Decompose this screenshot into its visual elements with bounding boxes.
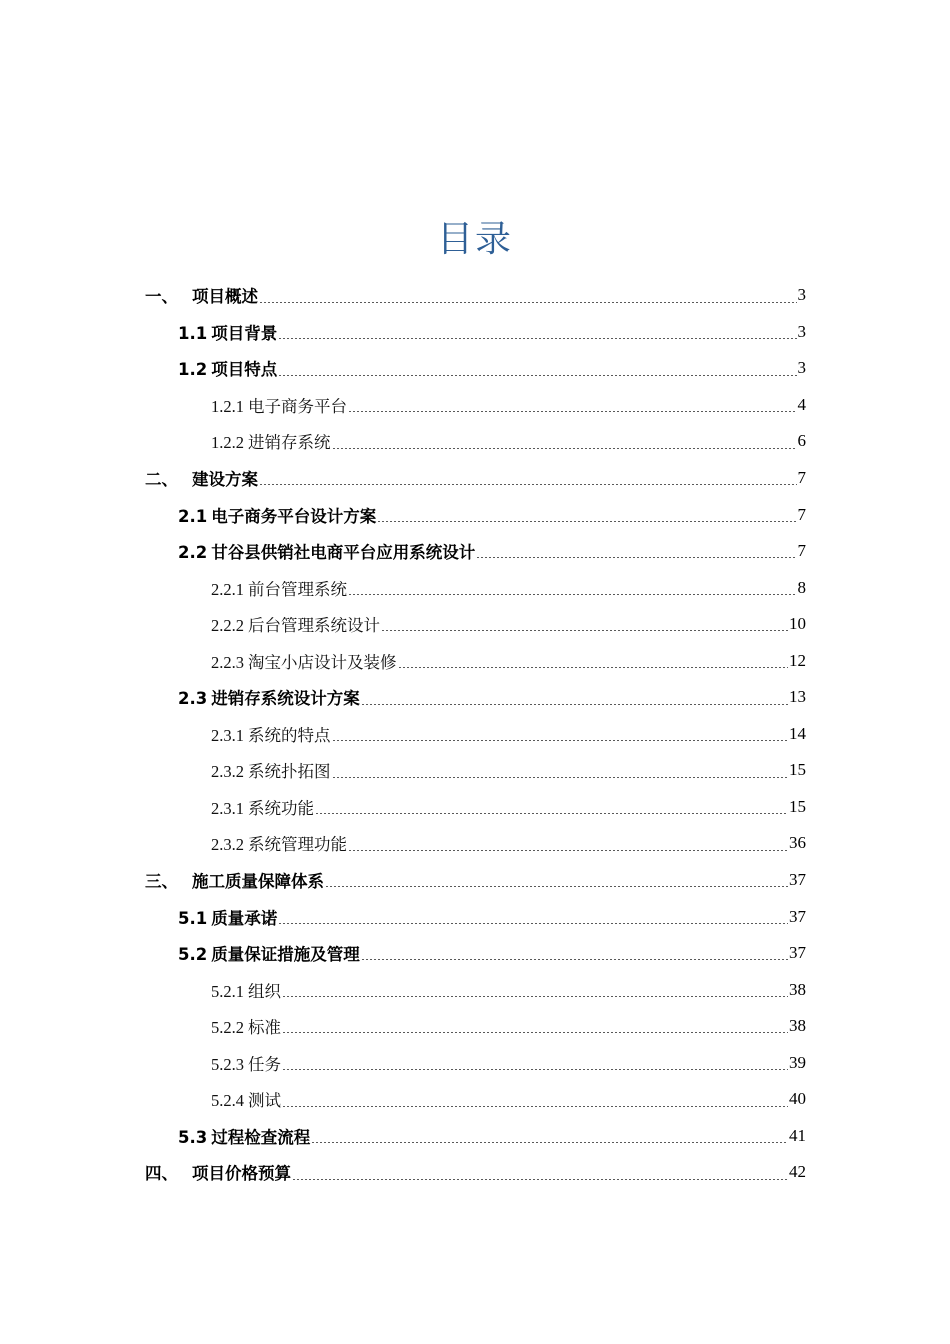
toc-entry-title: 后台管理系统设计 (248, 616, 380, 636)
dot-leader (361, 959, 788, 960)
toc-entry-label (145, 868, 324, 892)
toc-entry-title: 项目价格预算 (192, 1164, 291, 1184)
toc-entry[interactable] (0, 1154, 950, 1191)
toc-entry-title: 甘谷县供销社电商平台应用系统设计 (211, 543, 476, 563)
toc-entry-title: 组织 (248, 981, 281, 1001)
toc-entry-label (178, 905, 277, 929)
dot-leader (332, 777, 789, 778)
toc-entry-page-number: 38 (789, 979, 806, 999)
toc-entry-title: 标准 (248, 1018, 281, 1038)
dot-leader (398, 667, 789, 668)
toc-entry-label (211, 1014, 281, 1038)
toc-entry-page-number: 36 (789, 833, 806, 853)
toc-entry-number: 1.2.1 (211, 396, 244, 416)
toc-entry-label (178, 1124, 310, 1148)
dot-leader (381, 630, 788, 631)
toc-entry-number: 2.2.2 (211, 616, 244, 636)
toc-entry[interactable] (0, 825, 950, 862)
toc-entry-label (211, 758, 331, 782)
dot-leader (476, 557, 796, 558)
toc-entry-label (145, 283, 258, 307)
toc-entry-number: 2.3 (178, 689, 208, 709)
toc-entry-number: 5.1 (178, 908, 208, 928)
toc-entry-title: 淘宝小店设计及装修 (248, 652, 397, 672)
toc-entry-page-number: 37 (789, 906, 806, 926)
dot-leader (361, 704, 788, 705)
toc-entry-label (145, 1160, 291, 1184)
toc-entry[interactable] (0, 314, 950, 351)
toc-entry-label (211, 393, 347, 417)
toc-entry-label (211, 978, 281, 1002)
toc-entry[interactable] (0, 862, 950, 899)
toc-entry-title: 前台管理系统 (248, 579, 347, 599)
toc-entry-number: 2.3.1 (211, 725, 244, 745)
toc-entry-label (178, 320, 277, 344)
dot-leader (315, 813, 788, 814)
toc-entry[interactable] (0, 569, 950, 606)
toc-entry[interactable] (0, 716, 950, 753)
toc-entry-number: 5.2 (178, 945, 208, 965)
toc-entry-number: 2.3.1 (211, 798, 244, 818)
toc-entry-label (211, 1087, 281, 1111)
dot-leader (377, 521, 796, 522)
toc-entry-title: 系统的特点 (248, 725, 331, 745)
toc-entry[interactable] (0, 1008, 950, 1045)
toc-entry-number: 1.1 (178, 323, 208, 343)
toc-entry-number: 2.2.3 (211, 652, 244, 672)
toc-entry-label (211, 795, 314, 819)
toc-entry-title: 建设方案 (192, 470, 258, 489)
dot-leader (332, 740, 789, 741)
toc-entry-number: 1.2 (178, 360, 208, 380)
dot-leader (292, 1179, 788, 1180)
toc-entry-label (211, 722, 331, 746)
toc-entry[interactable] (0, 277, 950, 314)
toc-entry[interactable] (0, 752, 950, 789)
toc-entry-title: 质量承诺 (211, 908, 278, 928)
toc-entry-title: 过程检查流程 (211, 1127, 311, 1147)
toc-entry-page-number: 41 (789, 1125, 806, 1145)
toc-entry-number: 2.3.2 (211, 762, 244, 782)
dot-leader (259, 484, 797, 485)
toc-entry-label (145, 466, 258, 490)
toc-entry-label (211, 612, 380, 636)
toc-entry-title: 电子商务平台 (248, 396, 347, 416)
toc-list (0, 277, 950, 1191)
toc-entry-page-number: 10 (789, 614, 806, 634)
dot-leader (278, 338, 796, 339)
toc-entry-label (178, 503, 376, 527)
toc-entry-number: 2.1 (178, 506, 208, 526)
toc-entry[interactable] (0, 1118, 950, 1155)
dot-leader (348, 411, 797, 412)
toc-entry-page-number: 40 (789, 1089, 806, 1109)
toc-entry-page-number: 15 (789, 760, 806, 780)
toc-entry-page-number: 6 (797, 431, 806, 451)
toc-entry[interactable] (0, 679, 950, 716)
toc-entry-number: 1.2.2 (211, 433, 244, 453)
toc-entry-title: 项目背景 (211, 323, 278, 343)
dot-leader (282, 1032, 788, 1033)
toc-entry-page-number: 3 (797, 321, 806, 341)
dot-leader (282, 1106, 788, 1107)
toc-entry-number: 2.2 (178, 543, 208, 563)
dot-leader (348, 594, 797, 595)
toc-entry-page-number: 37 (789, 943, 806, 963)
toc-entry-number: 一、 (145, 287, 178, 307)
toc-entry[interactable] (0, 1044, 950, 1081)
dot-leader (282, 1069, 788, 1070)
toc-entry-label (211, 831, 347, 855)
toc-entry[interactable] (0, 935, 950, 972)
toc-entry-page-number: 4 (797, 394, 806, 414)
toc-entry[interactable] (0, 606, 950, 643)
toc-entry-number: 2.2.1 (211, 579, 244, 599)
toc-entry[interactable] (0, 387, 950, 424)
dot-leader (348, 850, 788, 851)
toc-entry-title: 项目概述 (192, 287, 258, 307)
toc-entry[interactable] (0, 898, 950, 935)
toc-entry-number: 2.3.2 (211, 835, 244, 855)
toc-entry[interactable] (0, 1081, 950, 1118)
toc-entry[interactable] (0, 971, 950, 1008)
dot-leader (332, 448, 797, 449)
toc-entry-label (178, 356, 277, 380)
toc-entry-title: 系统管理功能 (248, 835, 347, 855)
toc-entry-page-number: 3 (797, 285, 806, 305)
toc-entry-number: 5.2.2 (211, 1018, 244, 1038)
toc-entry-title: 测试 (248, 1091, 281, 1111)
toc-entry[interactable] (0, 789, 950, 826)
toc-entry-page-number: 7 (797, 504, 806, 524)
toc-entry-page-number: 8 (797, 577, 806, 597)
toc-entry-number: 5.3 (178, 1127, 208, 1147)
toc-entry-label (178, 539, 475, 563)
toc-entry[interactable] (0, 460, 950, 497)
toc-entry[interactable] (0, 642, 950, 679)
toc-entry-number: 5.2.3 (211, 1054, 244, 1074)
toc-entry-page-number: 13 (789, 687, 806, 707)
toc-entry-number: 5.2.1 (211, 981, 244, 1001)
toc-entry-page-number: 37 (789, 870, 806, 890)
toc-entry-label (211, 429, 331, 453)
toc-entry-title: 进销存系统设计方案 (211, 689, 360, 709)
toc-entry[interactable] (0, 533, 950, 570)
toc-entry-label (211, 576, 347, 600)
toc-entry-page-number: 7 (797, 541, 806, 561)
toc-entry-title: 任务 (248, 1054, 281, 1074)
toc-entry-page-number: 39 (789, 1052, 806, 1072)
toc-entry-page-number: 15 (789, 796, 806, 816)
toc-entry-label (211, 1051, 281, 1075)
dot-leader (278, 375, 796, 376)
dot-leader (282, 996, 788, 997)
toc-entry-title: 质量保证措施及管理 (211, 945, 360, 965)
toc-entry-title: 电子商务平台设计方案 (211, 506, 377, 526)
dot-leader (325, 886, 788, 887)
toc-entry-title: 系统扑拓图 (248, 762, 331, 782)
dot-leader (259, 302, 797, 303)
toc-entry-title: 进销存系统 (248, 433, 331, 453)
toc-entry-page-number: 12 (789, 650, 806, 670)
toc-entry[interactable] (0, 496, 950, 533)
toc-entry-page-number: 3 (797, 358, 806, 378)
toc-entry-page-number: 14 (789, 723, 806, 743)
toc-entry-number: 5.2.4 (211, 1091, 244, 1111)
toc-entry-title: 系统功能 (248, 798, 314, 818)
toc-entry-title: 项目特点 (211, 360, 278, 380)
toc-entry-number: 二、 (145, 470, 178, 489)
toc-entry-page-number: 7 (797, 468, 806, 487)
toc-entry-page-number: 42 (789, 1162, 806, 1182)
toc-entry[interactable] (0, 350, 950, 387)
toc-entry-label (178, 941, 360, 965)
page-title: 目录 (436, 219, 513, 260)
dot-leader (278, 923, 788, 924)
toc-entry-number: 四、 (145, 1164, 178, 1184)
toc-entry[interactable] (0, 423, 950, 460)
toc-entry-label (211, 649, 397, 673)
toc-entry-title: 施工质量保障体系 (192, 872, 324, 892)
toc-entry-number: 三、 (145, 872, 178, 892)
toc-entry-label (178, 685, 360, 709)
dot-leader (311, 1142, 788, 1143)
toc-entry-page-number: 38 (789, 1016, 806, 1036)
